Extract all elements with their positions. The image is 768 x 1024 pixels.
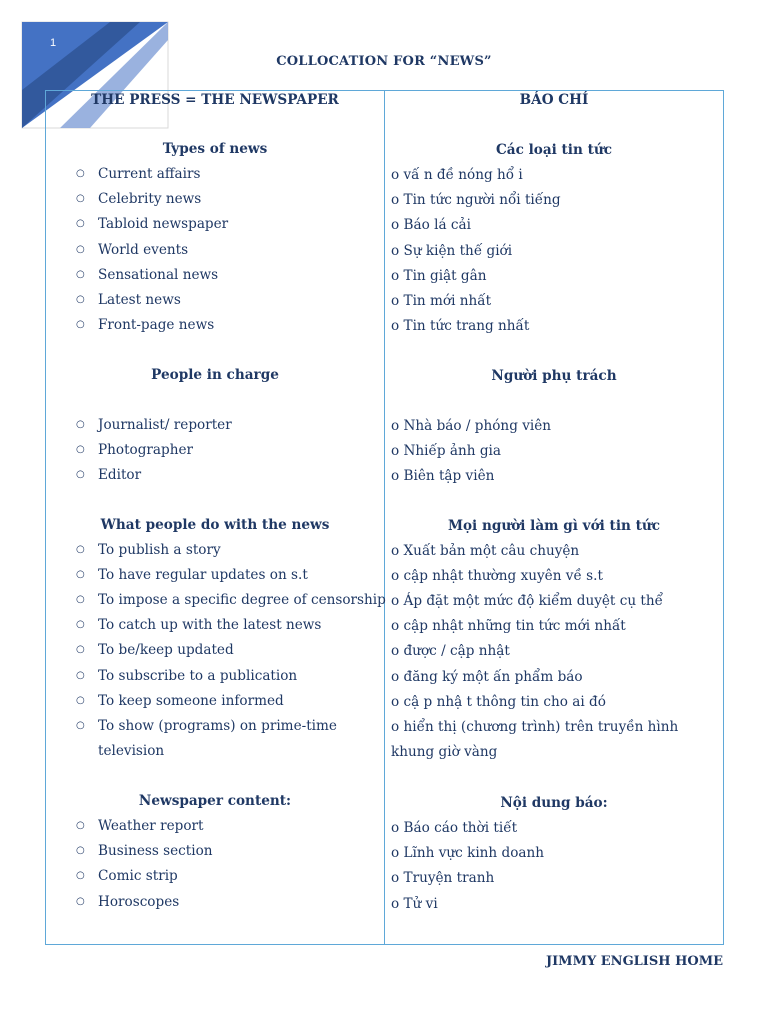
- list-item: o Áp đặt một mức độ kiểm duyệt cụ thể: [391, 593, 663, 610]
- list-item: To have regular updates on s.t: [98, 567, 308, 584]
- list-item: o vấ n đề nóng hổ i: [391, 167, 523, 183]
- list-bullet: ○: [76, 218, 85, 230]
- list-item: To show (programs) on prime-time: [98, 717, 337, 734]
- list-item: Weather report: [98, 818, 204, 834]
- list-item: Editor: [98, 467, 142, 483]
- document-title: COLLOCATION FOR “NEWS”: [276, 54, 492, 69]
- list-item: khung giờ vàng: [391, 743, 498, 760]
- left-header: THE PRESS = THE NEWSPAPER: [91, 92, 339, 108]
- list-bullet: ○: [76, 444, 85, 455]
- list-item: To be/keep updated: [98, 642, 234, 659]
- list-item: Front-page news: [98, 317, 215, 334]
- right-types-heading: Các loại tin tức: [495, 142, 613, 158]
- list-item: o cậ p nhậ t thông tin cho ai đó: [391, 693, 606, 710]
- list-bullet: ○: [76, 569, 85, 581]
- right-actions-heading: Mọi người làm gì với tin tức: [447, 518, 661, 534]
- list-item: o Báo lá cải: [391, 217, 471, 234]
- page-number: 1: [50, 37, 57, 49]
- list-item: Horoscopes: [98, 893, 180, 910]
- list-bullet: ○: [76, 719, 85, 731]
- list-bullet: ○: [76, 619, 85, 631]
- list-item: o Xuất bản một câu chuyện: [391, 543, 580, 559]
- list-item: o Tin tức trang nhất: [391, 318, 530, 335]
- list-item: To publish a story: [98, 542, 221, 558]
- list-item: o đăng ký một ấn phẩm báo: [391, 668, 583, 685]
- list-item: o Truyện tranh: [391, 870, 495, 887]
- list-bullet: ○: [76, 319, 85, 331]
- left-types-heading: Types of news: [162, 141, 268, 157]
- list-bullet: ○: [76, 594, 85, 606]
- right-content-heading: Nội dung báo:: [500, 795, 608, 811]
- right-people-heading: Người phụ trách: [491, 368, 617, 384]
- list-item: Photographer: [98, 442, 194, 458]
- list-bullet: ○: [76, 168, 85, 179]
- list-bullet: ○: [76, 845, 85, 857]
- list-item: o được / cập nhật: [391, 643, 510, 660]
- list-item: Tabloid newspaper: [98, 216, 229, 233]
- list-item: o cập nhật những tin tức mới nhất: [391, 618, 626, 635]
- list-item: Journalist/ reporter: [98, 417, 232, 433]
- list-item: o Tin giật gân: [391, 267, 487, 284]
- list-item: Business section: [98, 843, 213, 860]
- list-item: Sensational news: [98, 266, 219, 283]
- list-item: o cập nhật thường xuyên về s.t: [391, 568, 603, 585]
- list-bullet: ○: [76, 870, 85, 882]
- list-bullet: ○: [76, 243, 85, 255]
- collocation-table: [45, 90, 724, 945]
- list-item: Celebrity news: [98, 191, 202, 208]
- list-item: o Nhiếp ảnh gia: [391, 443, 501, 459]
- list-item: o Tin mới nhất: [391, 293, 492, 309]
- footer-brand: JIMMY ENGLISH HOME: [545, 954, 723, 969]
- list-item: Current affairs: [98, 166, 201, 182]
- list-item: To catch up with the latest news: [98, 617, 322, 634]
- list-item: To subscribe to a publication: [98, 667, 298, 684]
- list-bullet: ○: [76, 419, 85, 430]
- left-content-heading: Newspaper content:: [138, 793, 292, 809]
- list-bullet: ○: [76, 193, 85, 205]
- left-column: [46, 91, 384, 944]
- list-bullet: ○: [76, 469, 85, 480]
- list-item: To impose a specific degree of censorship: [98, 592, 386, 609]
- list-item: o Nhà báo / phóng viên: [391, 418, 552, 434]
- list-item: o Biên tập viên: [391, 468, 495, 484]
- list-item: television: [98, 742, 165, 759]
- list-item: o Sự kiện thế giới: [391, 242, 513, 259]
- list-item: Latest news: [98, 292, 181, 308]
- list-item: o hiển thị (chương trình) trên truyền hình: [391, 718, 679, 735]
- list-bullet: ○: [76, 820, 85, 831]
- list-bullet: ○: [76, 669, 85, 681]
- list-bullet: ○: [76, 694, 85, 706]
- list-bullet: ○: [76, 294, 85, 305]
- list-bullet: ○: [76, 895, 85, 907]
- list-item: To keep someone informed: [98, 692, 284, 709]
- list-item: World events: [98, 241, 189, 258]
- list-item: o Báo cáo thời tiết: [391, 820, 518, 836]
- left-actions-heading: What people do with the news: [100, 517, 330, 533]
- list-bullet: ○: [76, 644, 85, 656]
- right-column: [385, 91, 723, 944]
- list-item: o Tin tức người nổi tiếng: [391, 192, 561, 209]
- list-item: Comic strip: [98, 868, 178, 885]
- right-header: BÁO CHÍ: [519, 92, 589, 108]
- list-bullet: ○: [76, 268, 85, 280]
- list-item: o Lĩnh vực kinh doanh: [391, 845, 544, 862]
- left-people-heading: People in charge: [151, 367, 279, 383]
- list-bullet: ○: [76, 544, 85, 555]
- list-item: o Tử vi: [391, 895, 438, 912]
